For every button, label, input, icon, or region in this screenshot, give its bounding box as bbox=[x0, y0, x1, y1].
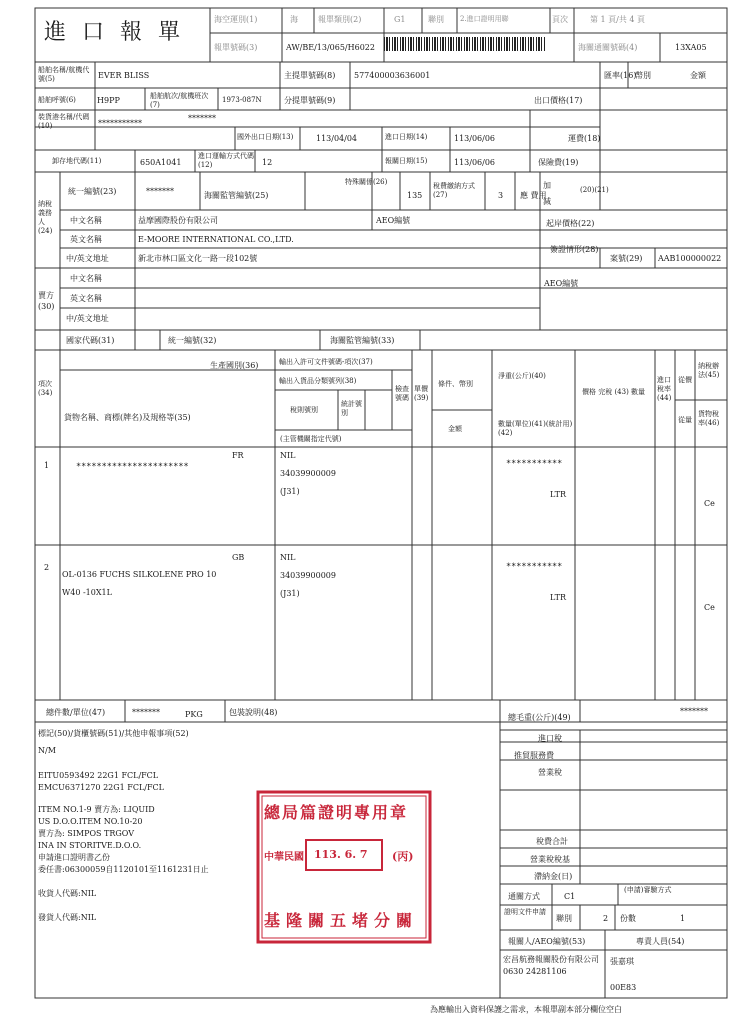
seal-date: 113. 6. 7 bbox=[314, 848, 368, 861]
tax-total-label: 稅費合計 bbox=[536, 837, 568, 846]
seller-customs-code-label: 海關監管編號(33) bbox=[330, 336, 395, 345]
adjust-codes: (20)(21) bbox=[580, 186, 609, 194]
col-tax-rate-no: 稅則號別 bbox=[290, 406, 318, 414]
col-amount: 金額 bbox=[448, 425, 462, 433]
vat-base-label: 營業稅稅基 bbox=[530, 855, 570, 864]
importer-cn-name-value: 益摩國際股份有限公司 bbox=[138, 216, 218, 225]
item-2-tariff: 34039900009 bbox=[280, 571, 336, 580]
clearance-method-label: 通關方式 bbox=[508, 892, 540, 901]
item-2-seq: 2 bbox=[44, 563, 50, 572]
unload-code-value: 650A1041 bbox=[140, 158, 182, 167]
copy-label: 聯別 bbox=[428, 15, 444, 24]
broker-code: 0630 24281106 bbox=[503, 967, 567, 976]
item-2-description: OL-0136 FUCHS SILKOLENE PRO 10 W40 -10X1L bbox=[62, 570, 217, 597]
sub-label: 減 bbox=[543, 197, 551, 206]
inspection-label: (申請)審驗方式 bbox=[624, 886, 672, 894]
seller-uid-label: 統一編號(32) bbox=[168, 336, 217, 345]
currency-label: 幣別 bbox=[635, 71, 651, 80]
cert-copy-label: 聯別 bbox=[556, 914, 572, 923]
item-1-description: ********************** bbox=[76, 462, 189, 472]
case-label: 案號(29) bbox=[610, 254, 643, 263]
item-2-mark: Ce bbox=[704, 603, 715, 612]
col-description: 貨物名稱、商標(牌名)及規格等(35) bbox=[64, 413, 191, 422]
import-duty-label: 進口稅 bbox=[538, 734, 562, 743]
import-date-label: 進口日期(14) bbox=[385, 133, 428, 141]
fob-label: 出口價格(17) bbox=[534, 96, 583, 105]
vessel-name-value: EVER BLISS bbox=[98, 71, 150, 80]
col-origin: 生產國別(36) bbox=[210, 361, 259, 370]
importer-customs-code-label: 海關監管編號(25) bbox=[204, 191, 269, 200]
marks-line-3: EITU0593492 22G1 FCL/FCL bbox=[38, 771, 159, 780]
call-sign-label: 船舶呼號(6) bbox=[38, 96, 76, 104]
export-date-value: 113/04/04 bbox=[316, 134, 358, 143]
seller-en-name-label: 英文名稱 bbox=[70, 294, 102, 303]
copy-value: 2.進口證明用聯 bbox=[460, 15, 509, 23]
item-1-permit: NIL bbox=[280, 451, 296, 460]
packages-unit: PKG bbox=[185, 710, 203, 719]
seller-country-label: 國家代碼(31) bbox=[66, 336, 115, 345]
col-specific: 從量 bbox=[678, 416, 692, 424]
importer-aeo-label: AEO編號 bbox=[376, 216, 411, 225]
voyage-value: 1973-087N bbox=[222, 96, 262, 104]
col-authority: (主管機關指定代號) bbox=[280, 435, 342, 443]
deposit-label: 滯納金(日) bbox=[534, 872, 573, 881]
item-2-auth: (J31) bbox=[280, 589, 300, 598]
notice-value: 13XA05 bbox=[675, 43, 707, 52]
type-label: 報單類別(2) bbox=[318, 15, 362, 24]
type-value: G1 bbox=[394, 15, 406, 24]
report-date-value: 113/06/06 bbox=[454, 158, 496, 167]
marks-line-1: N/M bbox=[38, 746, 56, 755]
amount-label: 金額 bbox=[690, 71, 706, 80]
adjust-label: 應 費用 bbox=[520, 191, 547, 200]
col-tariff: 輸出入貨品分類號列(38) bbox=[279, 377, 357, 385]
seal-bottom: 基隆關五堵分關 bbox=[264, 911, 419, 930]
customs-seal bbox=[256, 790, 432, 944]
call-sign-value: H9PP bbox=[97, 96, 120, 105]
form-title: 進口報單 bbox=[44, 20, 197, 45]
customs-office-label: 海空運別(1) bbox=[214, 15, 258, 24]
marks-line-9: INA IN STORITVE.D.O.O. bbox=[38, 841, 142, 850]
mbl-label: 主提單號碼(8) bbox=[284, 71, 336, 80]
marks-line-4: EMCU6371270 22G1 FCL/FCL bbox=[38, 783, 164, 792]
tax-method-value: 3 bbox=[498, 191, 504, 200]
col-seq: 項次(34) bbox=[38, 380, 53, 397]
receiver-code: 收貨人代碼:NIL bbox=[38, 889, 97, 898]
importer-cn-name-label: 中文名稱 bbox=[70, 216, 102, 225]
marks-line-10: 申請進口證明書乙份 bbox=[38, 853, 110, 862]
report-date-label: 報關日期(15) bbox=[385, 157, 428, 165]
item-1-tariff: 34039900009 bbox=[280, 469, 336, 478]
declaration-barcode bbox=[384, 37, 546, 51]
broker-label: 報關人/AEO編號(53) bbox=[508, 937, 586, 946]
gross-label: 總毛重(公斤)(49) bbox=[508, 713, 571, 722]
voyage-label: 船舶航次/航機班次(7) bbox=[150, 92, 209, 109]
officer-name: 張嘉琪 bbox=[610, 957, 634, 966]
seller-aeo-label: AEO編號 bbox=[544, 279, 579, 288]
importer-section-label: 納稅義務人(24) bbox=[38, 200, 53, 235]
copies-label: 份數 bbox=[620, 914, 636, 923]
shipper-code: 發貨人代碼:NIL bbox=[38, 913, 97, 922]
packing-label: 包裝說明(48) bbox=[229, 708, 278, 717]
marks-line-6: ITEM NO.1-9 賣方為: LIQUID bbox=[38, 805, 155, 814]
page-value: 第 1 頁/共 4 頁 bbox=[590, 15, 646, 24]
col-terms: 條件、幣別 bbox=[438, 380, 473, 388]
item-1-origin: FR bbox=[232, 451, 244, 460]
special-relation-label: 特殊關係(26) bbox=[345, 178, 388, 186]
loading-port-code: ******* bbox=[188, 114, 216, 123]
sign-label: 簽證情形(28) bbox=[550, 245, 599, 254]
marks-line-7: US D.O.O.ITEM NO.10-20 bbox=[38, 817, 143, 826]
seller-cn-name-label: 中文名稱 bbox=[70, 274, 102, 283]
loading-port-value: *********** bbox=[98, 119, 142, 128]
col-net-weight: 淨重(公斤)(40) bbox=[498, 372, 546, 380]
cert-label: 證明文件申請 bbox=[504, 908, 546, 916]
col-stat-no: 統計號別 bbox=[341, 400, 362, 417]
clearance-method-value: C1 bbox=[564, 892, 576, 901]
rate-label: 匯率(16) bbox=[604, 71, 637, 80]
marks-line-11: 委任書:06300059自1120101至1161231日止 bbox=[38, 865, 209, 874]
vessel-name-label: 船舶名稱/航機代號(5) bbox=[38, 66, 90, 83]
freight-label: 運費(18) bbox=[568, 134, 601, 143]
footer-note: 為應輸出入資料保護之需求，本報單副本部分欄位空白 bbox=[430, 1005, 622, 1014]
col-ad-valorem: 從價 bbox=[678, 376, 692, 384]
business-tax-label: 營業稅 bbox=[538, 768, 562, 777]
broker-name: 宏昌航務報關股份有限公司 bbox=[503, 955, 599, 964]
item-2-net-weight: *********** bbox=[506, 562, 563, 572]
importer-address-label: 中/英文地址 bbox=[66, 254, 109, 263]
seller-address-label: 中/英文地址 bbox=[66, 314, 109, 323]
insurance-label: 保險費(19) bbox=[538, 158, 579, 167]
customs-office-value: 海 bbox=[290, 15, 298, 24]
importer-en-name-value: E-MOORE INTERNATIONAL CO.,LTD. bbox=[138, 235, 294, 244]
packages-value: ******* bbox=[132, 708, 160, 717]
case-value: AAB100000022 bbox=[658, 254, 722, 263]
seller-section-label: 賣方(30) bbox=[38, 291, 55, 311]
cif-label: 起岸價格(22) bbox=[546, 219, 595, 228]
decl-no-value: AW/BE/13/065/H6022 bbox=[286, 43, 375, 52]
gross-value: ******* bbox=[680, 707, 708, 716]
marks-line-8: 賣方為: SIMPOS TRGOV bbox=[38, 829, 134, 838]
item-1-net-weight: *********** bbox=[506, 459, 563, 469]
loading-port-label: 裝貨港名稱/代碼(10) bbox=[38, 113, 90, 130]
tax-method-label: 稅費繳納方式(27) bbox=[433, 182, 475, 199]
page-label: 頁次 bbox=[552, 15, 568, 24]
add-label: 加 bbox=[543, 181, 551, 190]
col-inspect: 檢查號碼 bbox=[395, 385, 409, 402]
transport-label: 進口運輸方式代碼(12) bbox=[198, 152, 254, 169]
special-relation-value: 135 bbox=[407, 191, 423, 200]
export-date-label: 國外出口日期(13) bbox=[237, 133, 294, 141]
col-qty: 數量(單位)(41)(統計用)(42) bbox=[498, 420, 573, 437]
item-2-unit: LTR bbox=[550, 593, 567, 602]
decl-no-label: 報單號碼(3) bbox=[214, 43, 258, 52]
seal-country: 中華民國 bbox=[264, 852, 304, 863]
unload-code-label: 卸存地代碼(11) bbox=[52, 157, 102, 165]
item-1-seq: 1 bbox=[44, 461, 50, 470]
copies-value: 1 bbox=[680, 914, 686, 923]
officer-label: 專責人員(54) bbox=[636, 937, 685, 946]
item-2-origin: GB bbox=[232, 553, 245, 562]
col-import-rate: 進口稅率(44) bbox=[657, 376, 672, 402]
col-commodity-tax: 貨物稅率(46) bbox=[698, 410, 720, 427]
import-date-value: 113/06/06 bbox=[454, 134, 496, 143]
importer-uid-value: ******* bbox=[146, 187, 174, 196]
cert-copy-value: 2 bbox=[603, 914, 609, 923]
col-permit: 輸出入許可文件號碼-項次(37) bbox=[279, 358, 373, 366]
importer-en-name-label: 英文名稱 bbox=[70, 235, 102, 244]
item-1-mark: Ce bbox=[704, 499, 715, 508]
col-value: 價格 完稅 (43) 數量 bbox=[582, 388, 646, 396]
importer-address-value: 新北市林口區文化一路一段102號 bbox=[138, 254, 258, 263]
packages-label: 總件數/單位(47) bbox=[46, 708, 106, 717]
transport-value: 12 bbox=[262, 158, 273, 167]
broker-mark: 00E83 bbox=[610, 983, 637, 992]
seal-suffix: (丙) bbox=[392, 850, 414, 863]
col-tax-method: 納稅辦法(45) bbox=[698, 362, 720, 379]
trade-fee-label: 推貿服務費 bbox=[514, 751, 554, 760]
notice-label: 海關通關號碼(4) bbox=[578, 43, 638, 52]
item-1-auth: (J31) bbox=[280, 487, 300, 496]
item-2-permit: NIL bbox=[280, 553, 296, 562]
col-unit-price: 單價(39) bbox=[414, 385, 429, 402]
seal-top: 總局篇證明專用章 bbox=[264, 803, 409, 822]
hbl-label: 分提單號碼(9) bbox=[284, 96, 336, 105]
mbl-value: 577400003636001 bbox=[354, 71, 431, 80]
importer-uid-label: 統一編號(23) bbox=[68, 187, 117, 196]
marks-label: 標記(50)/貨櫃號碼(51)/其他申報事項(52) bbox=[38, 729, 189, 738]
item-1-unit: LTR bbox=[550, 490, 567, 499]
